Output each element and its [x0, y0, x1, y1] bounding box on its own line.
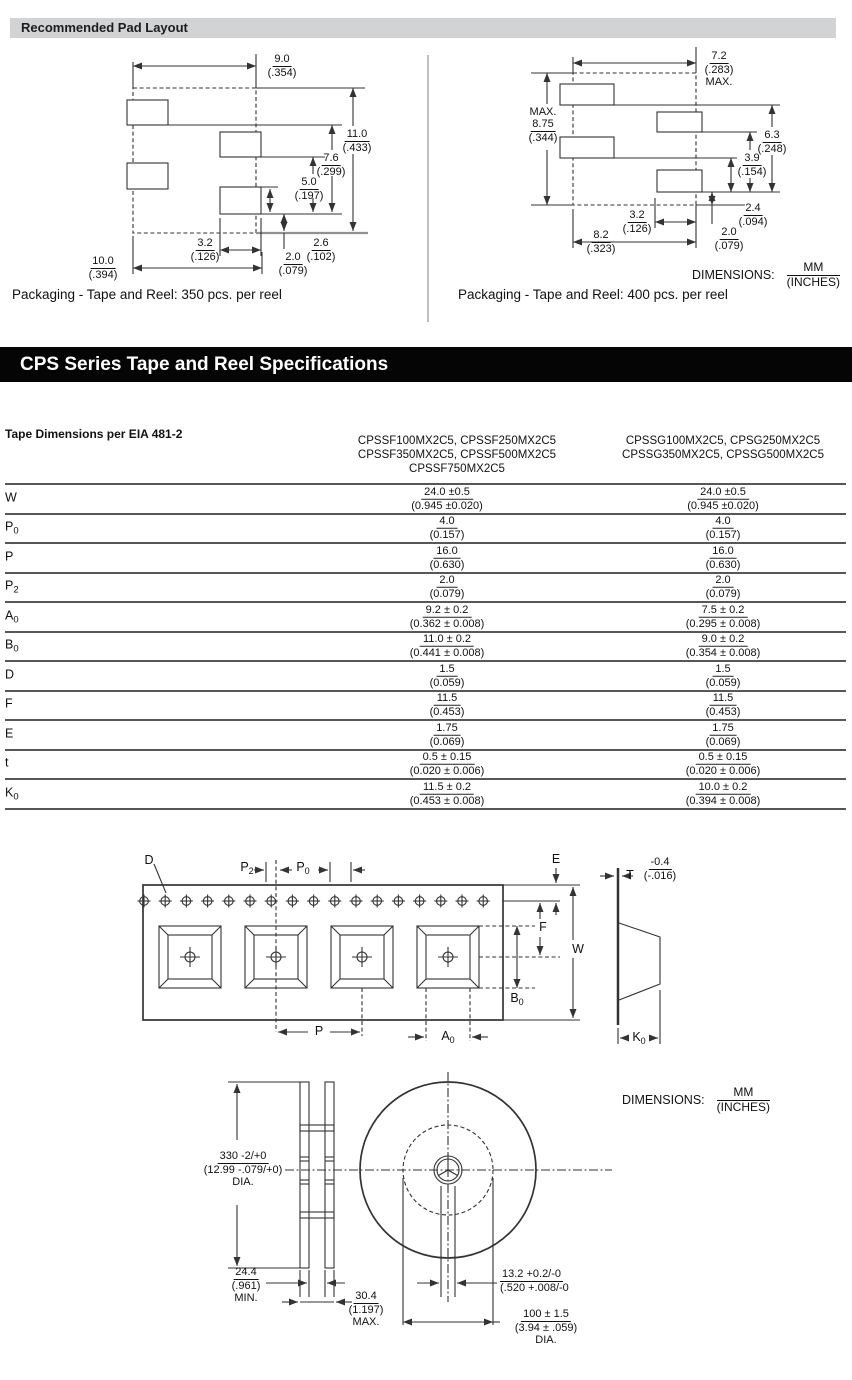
- dim-reel-24_4: 24.4 (.961) MIN.: [231, 1266, 261, 1304]
- table-row: $P_0$ 4.0 (0.157) 4.0 (0.157): [5, 513, 846, 543]
- pad-layout-title: Recommended Pad Layout: [21, 20, 188, 35]
- dim-right-3_2: 3.2 (.126): [622, 209, 652, 235]
- tape-label-d: D: [144, 853, 154, 867]
- caption-reel-350: Packaging - Tape and Reel: 350 pcs. per reel: [12, 287, 282, 302]
- dim-left-11_0: 11.0 (.433): [342, 128, 372, 154]
- caption-reel-400: Packaging - Tape and Reel: 400 pcs. per reel: [458, 287, 728, 302]
- dim-left-7_6: 7.6 (.299): [316, 152, 346, 178]
- dimensions-note-reel: DIMENSIONS: $\frac{MM}{\text{(INCHES)}}$: [622, 1085, 770, 1114]
- table-row: W 24.0 ±0.5 (0.945 ±0.020) 24.0 ±0.5 (0.945 ±0.020): [5, 483, 846, 513]
- dim-reel-100: 100 ± 1.5 (3.94 ± .059) DIA.: [514, 1308, 578, 1346]
- table-row: E 1.75 (0.069) 1.75 (0.069): [5, 719, 846, 749]
- tape-label-p2: $P_2$: [240, 860, 254, 876]
- tape-label-a0: $A_0$: [441, 1029, 455, 1045]
- dim-left-9_0: 9.0 (.354): [267, 53, 297, 79]
- dim-left-2_0: 2.0 (.079): [278, 251, 308, 277]
- table-row: $K_0$ 11.5 ± 0.2 (0.453 ± 0.008) 10.0 ± 0.2 (0.394 ± 0.008): [5, 778, 846, 808]
- dim-reel-30_4: 30.4 (1.197) MAX.: [348, 1290, 384, 1328]
- table-row: P 16.0 (0.630) 16.0 (0.630): [5, 542, 846, 572]
- profile-label-t: T: [626, 868, 634, 882]
- dim-right-8_75: MAX. 8.75 (.344): [528, 106, 558, 144]
- profile-label-k0: $K_0$: [632, 1030, 646, 1046]
- dim-right-7_2: 7.2 (.283) MAX.: [704, 50, 734, 88]
- table-col2-header: CPSSG100MX2C5, CPSG250MX2C5 CPSSG350MX2C5, CPSSG500MX2C5: [622, 435, 824, 461]
- table-row: t 0.5 ± 0.15 (0.020 ± 0.006) 0.5 ± 0.15 (0.020 ± 0.006): [5, 749, 846, 779]
- tape-reel-title: CPS Series Tape and Reel Specifications: [20, 354, 389, 375]
- dim-left-5_0: 5.0 (.197): [294, 176, 324, 202]
- dim-right-3_9: 3.9 (.154): [737, 152, 767, 178]
- dim-t-minus-0_4: -0.4 (-.016): [643, 856, 677, 882]
- dim-right-2_0: 2.0 (.079): [714, 226, 744, 252]
- tape-label-p0: $P_0$: [296, 860, 310, 876]
- table-title: Tape Dimensions per EIA 481-2: [5, 427, 183, 441]
- table-row: $A_0$ 9.2 ± 0.2 (0.362 ± 0.008) 7.5 ± 0.2 (0.295 ± 0.008): [5, 601, 846, 631]
- table-row: $B_0$ 11.0 ± 0.2 (0.441 ± 0.008) 9.0 ± 0.2 (0.354 ± 0.008): [5, 631, 846, 661]
- tape-label-w: W: [572, 942, 584, 956]
- dim-right-6_3: 6.3 (.248): [757, 129, 787, 155]
- dim-reel-330: 330 -2/+0 (12.99 -.079/+0) DIA.: [203, 1150, 283, 1188]
- tape-label-b0: $B_0$: [510, 991, 524, 1007]
- side-profile-geometry: [600, 868, 660, 1044]
- tape-label-e: E: [551, 852, 561, 866]
- table-col1-header: CPSSF100MX2C5, CPSSF250MX2C5 CPSSF350MX2C5, CPSSF500MX2C5 CPSSF750MX2C5: [357, 435, 557, 475]
- table-row: D 1.5 (0.059) 1.5 (0.059): [5, 660, 846, 690]
- dim-right-2_4: 2.4 (.094): [738, 202, 768, 228]
- table-row: $P_2$ 2.0 (0.079) 2.0 (0.079): [5, 572, 846, 602]
- dim-left-2_6: 2.6 (.102): [306, 237, 336, 263]
- tape-label-p: P: [314, 1024, 324, 1038]
- tape-label-f: F: [539, 920, 547, 934]
- dimensions-note-pad: DIMENSIONS: $\frac{MM}{\text{(INCHES)}}$: [692, 260, 840, 289]
- tape-geometry: [138, 860, 581, 1041]
- dim-left-3_2: 3.2 (.126): [190, 237, 220, 263]
- dim-reel-13_2: 13.2 +0.2/-0 (.520 +.008/-0: [500, 1268, 569, 1294]
- dim-left-10_0: 10.0 (.394): [88, 255, 118, 281]
- table-row: F 11.5 (0.453) 11.5 (0.453): [5, 690, 846, 720]
- dim-right-8_2: 8.2 (.323): [586, 229, 616, 255]
